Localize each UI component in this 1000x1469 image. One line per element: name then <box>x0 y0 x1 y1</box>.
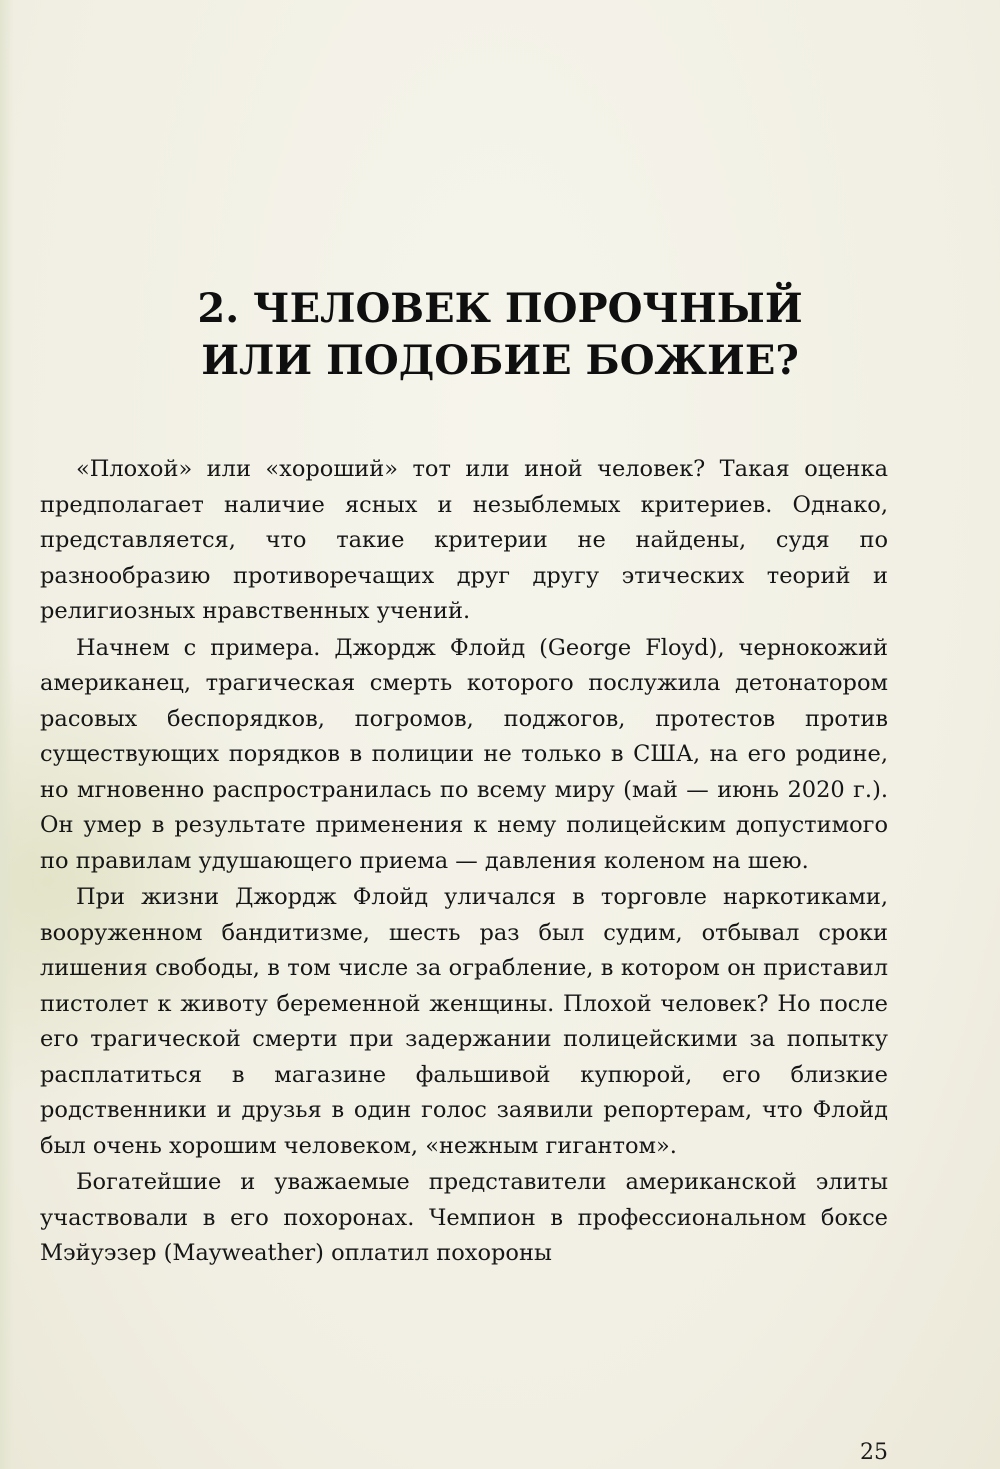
chapter-title-line-2: ИЛИ ПОДОБИЕ БОЖИЕ? <box>201 337 799 384</box>
paragraph-3: При жизни Джордж Флойд уличался в торговле наркотиками, вооруженном бандитизме, шесть раз был судим, отбывал сроки лишения свободы, в том числе за ограбление, в котором он приставил пистолет к животу беременной женщины. Плохой человек? Но после его трагической смерти при задержании полицейскими за попытку расплатиться в магазине фальшивой купюрой, его близкие родственники и друзья в один голос заявили репортерам, что Флойд был очень хорошим человеком, «нежным гигантом». <box>40 884 888 1159</box>
paragraph-1: «Плохой» или «хороший» тот или иной человек? Такая оценка предполагает наличие ясных и незыблемых критериев. Однако, представляется, что такие критерии не найдены, судя по разнообразию противоречащих друг другу этических теорий и религиозных нравственных учений. <box>40 456 888 624</box>
page-number: 25 <box>860 1440 888 1465</box>
chapter-title <box>0 283 1000 387</box>
page-edge-shadow <box>0 0 14 1469</box>
paragraph-4: Богатейшие и уважаемые представители американской элиты участвовали в его похоронах. Чемпион в профессиональном боксе Мэйуэзер (Mayweather) оплатил похороны <box>40 1169 888 1266</box>
chapter-title-line-1: 2. ЧЕЛОВЕК ПОРОЧНЫЙ <box>197 285 803 332</box>
paragraph-2: Начнем с примера. Джордж Флойд (George Floyd), чернокожий американец, трагическая смерть которого послужила детонатором расовых беспорядков, погромов, поджогов, протестов против существующих порядков в полиции не только в США, на его родине, но мгновенно распространилась по всему миру (май — июнь 2020 г.). Он умер в результате применения к нему полицейским допустимого по правилам удушающего приема — давления коленом на шею. <box>40 634 888 874</box>
body-text <box>40 452 888 1273</box>
